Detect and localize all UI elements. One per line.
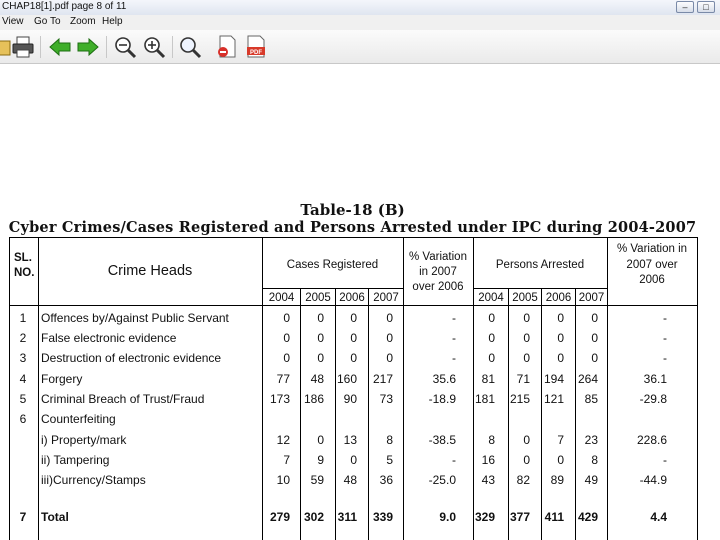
header-year-persons-2004: 2004 — [478, 292, 504, 304]
row-persons-2006: 411 — [544, 510, 564, 524]
header-sl: SL. — [14, 252, 32, 264]
row-cases-2005: 48 — [310, 372, 324, 386]
row-cases-2005: 0 — [317, 331, 324, 345]
header-year-persons-2007: 2007 — [578, 292, 605, 304]
row-var-persons: - — [663, 453, 667, 467]
pdf-file-icon — [243, 34, 269, 60]
row-persons-2007: 8 — [591, 453, 598, 467]
row-persons-2007: 23 — [584, 433, 598, 447]
row-cases-2007: 8 — [386, 433, 393, 447]
menu-help[interactable]: Help — [102, 16, 123, 27]
row-cases-2004: 10 — [276, 473, 290, 487]
document-stop-icon — [214, 34, 240, 60]
header-year-persons-2005: 2005 — [512, 292, 538, 304]
row-cases-2005: 0 — [317, 351, 324, 365]
row-sl: 7 — [19, 510, 27, 524]
row-var-persons: 36.1 — [643, 372, 667, 386]
arrow-left-icon — [47, 34, 73, 60]
row-persons-2004: 0 — [488, 351, 495, 365]
row-cases-2006: 160 — [336, 372, 357, 386]
row-persons-2005: 215 — [509, 392, 530, 406]
header-var-persons-line3: 2006 — [639, 274, 665, 286]
find-button[interactable] — [177, 34, 203, 60]
row-persons-2005: 0 — [523, 331, 530, 345]
row-cases-2005: 59 — [310, 473, 324, 487]
printer-icon — [10, 34, 36, 60]
row-persons-2005: 377 — [509, 510, 530, 524]
row-persons-2004: 8 — [488, 433, 495, 447]
page-info-button[interactable] — [214, 34, 240, 60]
row-persons-2006: 0 — [557, 311, 564, 325]
row-crime-head: i) Property/mark — [41, 433, 127, 447]
header-year-persons-2006: 2006 — [545, 292, 572, 304]
row-cases-2007: 0 — [386, 311, 393, 325]
row-persons-2005: 0 — [523, 453, 530, 467]
zoom-out-button[interactable] — [112, 34, 138, 60]
maximize-icon: □ — [703, 2, 709, 12]
row-sl: 5 — [19, 392, 27, 406]
row-var-persons: - — [663, 351, 667, 365]
header-var-persons-line2: 2007 over — [626, 259, 678, 271]
row-var-cases: 9.0 — [439, 510, 456, 524]
row-persons-2005: 71 — [516, 372, 530, 386]
row-var-cases: - — [452, 311, 456, 325]
row-sl: 2 — [19, 331, 27, 345]
title-bar — [0, 0, 720, 15]
row-crime-head: Criminal Breach of Trust/Fraud — [41, 392, 205, 406]
row-sl: 1 — [19, 311, 27, 325]
row-sl: 4 — [19, 372, 27, 386]
row-cases-2006: 13 — [343, 433, 357, 447]
row-cases-2007: 217 — [372, 372, 393, 386]
header-var-cases-line1: % Variation — [409, 251, 467, 263]
row-cases-2005: 302 — [303, 510, 324, 524]
row-var-persons: - — [663, 331, 667, 345]
toolbar-separator — [40, 36, 41, 58]
row-cases-2005: 0 — [317, 433, 324, 447]
row-persons-2004: 181 — [474, 392, 495, 406]
row-cases-2005: 0 — [317, 311, 324, 325]
row-cases-2007: 73 — [379, 392, 393, 406]
row-persons-2006: 7 — [557, 433, 564, 447]
row-crime-head: Counterfeiting — [41, 412, 116, 426]
table-number: Table-18 (B) — [300, 201, 405, 219]
row-persons-2006: 0 — [557, 453, 564, 467]
row-cases-2005: 186 — [303, 392, 324, 406]
minimize-button[interactable] — [676, 1, 694, 13]
print-button[interactable] — [10, 34, 36, 60]
header-no: NO. — [14, 267, 35, 279]
header-persons-arrested: Persons Arrested — [495, 259, 585, 271]
row-persons-2004: 81 — [481, 372, 495, 386]
row-cases-2004: 279 — [269, 510, 290, 524]
row-cases-2007: 5 — [386, 453, 393, 467]
arrow-right-icon — [75, 34, 101, 60]
row-persons-2006: 194 — [543, 372, 564, 386]
row-persons-2005: 0 — [523, 433, 530, 447]
header-var-persons-line1: % Variation in — [616, 243, 688, 255]
row-persons-2007: 264 — [577, 372, 598, 386]
table-title: Cyber Crimes/Cases Registered and Persons Arrested under IPC during 2004-2007 — [8, 219, 697, 236]
row-persons-2004: 0 — [488, 331, 495, 345]
row-cases-2004: 7 — [283, 453, 290, 467]
row-var-persons: 228.6 — [636, 433, 667, 447]
row-persons-2006: 121 — [543, 392, 564, 406]
header-year-cases-2007: 2007 — [373, 292, 399, 304]
row-var-persons: -44.9 — [639, 473, 667, 487]
magnifier-icon — [177, 34, 203, 60]
row-sl: 6 — [19, 412, 27, 426]
row-sl: 3 — [19, 351, 27, 365]
row-var-cases: - — [452, 453, 456, 467]
row-crime-head: False electronic evidence — [41, 331, 177, 345]
row-persons-2007: 85 — [584, 392, 598, 406]
row-var-cases: -25.0 — [428, 473, 456, 487]
row-cases-2006: 0 — [350, 331, 357, 345]
row-cases-2007: 339 — [372, 510, 393, 524]
row-cases-2004: 173 — [269, 392, 290, 406]
row-crime-head: Forgery — [41, 372, 83, 386]
previous-page-button[interactable] — [47, 34, 73, 60]
header-var-cases-line3: over 2006 — [412, 281, 464, 293]
row-persons-2004: 329 — [474, 510, 495, 524]
row-persons-2006: 0 — [557, 351, 564, 365]
row-cases-2006: 0 — [350, 453, 357, 467]
header-crime-heads: Crime Heads — [107, 263, 193, 279]
row-var-persons: 4.4 — [650, 510, 667, 524]
window-title: CHAP18[1].pdf page 8 of 11 — [2, 1, 127, 12]
next-page-button[interactable] — [75, 34, 101, 60]
row-persons-2006: 89 — [550, 473, 564, 487]
row-persons-2007: 0 — [591, 331, 598, 345]
row-persons-2005: 0 — [523, 351, 530, 365]
header-var-cases-line2: in 2007 — [419, 266, 457, 278]
row-crime-head: ii) Tampering — [41, 453, 110, 467]
row-cases-2004: 0 — [283, 351, 290, 365]
row-crime-head: iii)Currency/Stamps — [41, 473, 146, 487]
row-var-cases: 35.6 — [432, 372, 456, 386]
row-persons-2004: 16 — [481, 453, 495, 467]
row-cases-2004: 12 — [276, 433, 290, 447]
menu-view[interactable]: View — [2, 16, 24, 27]
row-var-persons: -29.8 — [639, 392, 667, 406]
row-cases-2004: 0 — [283, 311, 290, 325]
row-cases-2006: 0 — [350, 351, 357, 365]
row-var-cases: -18.9 — [428, 392, 456, 406]
header-cases-registered: Cases Registered — [286, 259, 379, 271]
row-cases-2007: 36 — [379, 473, 393, 487]
row-cases-2006: 311 — [337, 510, 357, 524]
row-persons-2005: 82 — [516, 473, 530, 487]
row-persons-2004: 43 — [481, 473, 495, 487]
row-crime-head: Destruction of electronic evidence — [41, 351, 222, 365]
toolbar-separator — [172, 36, 173, 58]
row-persons-2005: 0 — [523, 311, 530, 325]
row-cases-2007: 0 — [386, 351, 393, 365]
save-pdf-button[interactable] — [243, 34, 269, 60]
row-persons-2006: 0 — [557, 331, 564, 345]
row-cases-2004: 77 — [276, 372, 290, 386]
row-cases-2004: 0 — [283, 331, 290, 345]
row-var-cases: - — [452, 351, 456, 365]
row-cases-2006: 0 — [350, 311, 357, 325]
svg-text:PDF: PDF — [250, 50, 262, 56]
row-var-persons: - — [663, 311, 667, 325]
zoom-out-icon — [112, 34, 138, 60]
toolbar-separator — [106, 36, 107, 58]
header-year-cases-2005: 2005 — [305, 292, 331, 304]
row-cases-2006: 90 — [343, 392, 357, 406]
row-var-cases: - — [452, 331, 456, 345]
row-var-cases: -38.5 — [428, 433, 456, 447]
menu-bar — [0, 15, 720, 30]
header-year-cases-2006: 2006 — [339, 292, 365, 304]
header-year-cases-2004: 2004 — [268, 292, 295, 304]
minimize-icon: – — [682, 2, 688, 12]
row-persons-2007: 0 — [591, 351, 598, 365]
row-crime-head: Offences by/Against Public Servant — [41, 311, 229, 325]
row-crime-head: Total — [41, 510, 69, 524]
toolbar — [0, 30, 720, 64]
row-cases-2007: 0 — [386, 331, 393, 345]
row-persons-2007: 429 — [577, 510, 598, 524]
row-persons-2007: 49 — [584, 473, 598, 487]
row-persons-2007: 0 — [591, 311, 598, 325]
menu-go-to[interactable]: Go To — [34, 16, 61, 27]
menu-zoom[interactable]: Zoom — [70, 16, 96, 27]
row-persons-2004: 0 — [488, 311, 495, 325]
maximize-button[interactable] — [697, 1, 715, 13]
zoom-in-icon — [141, 34, 167, 60]
row-cases-2006: 48 — [343, 473, 357, 487]
row-cases-2005: 9 — [317, 453, 324, 467]
zoom-in-button[interactable] — [141, 34, 167, 60]
